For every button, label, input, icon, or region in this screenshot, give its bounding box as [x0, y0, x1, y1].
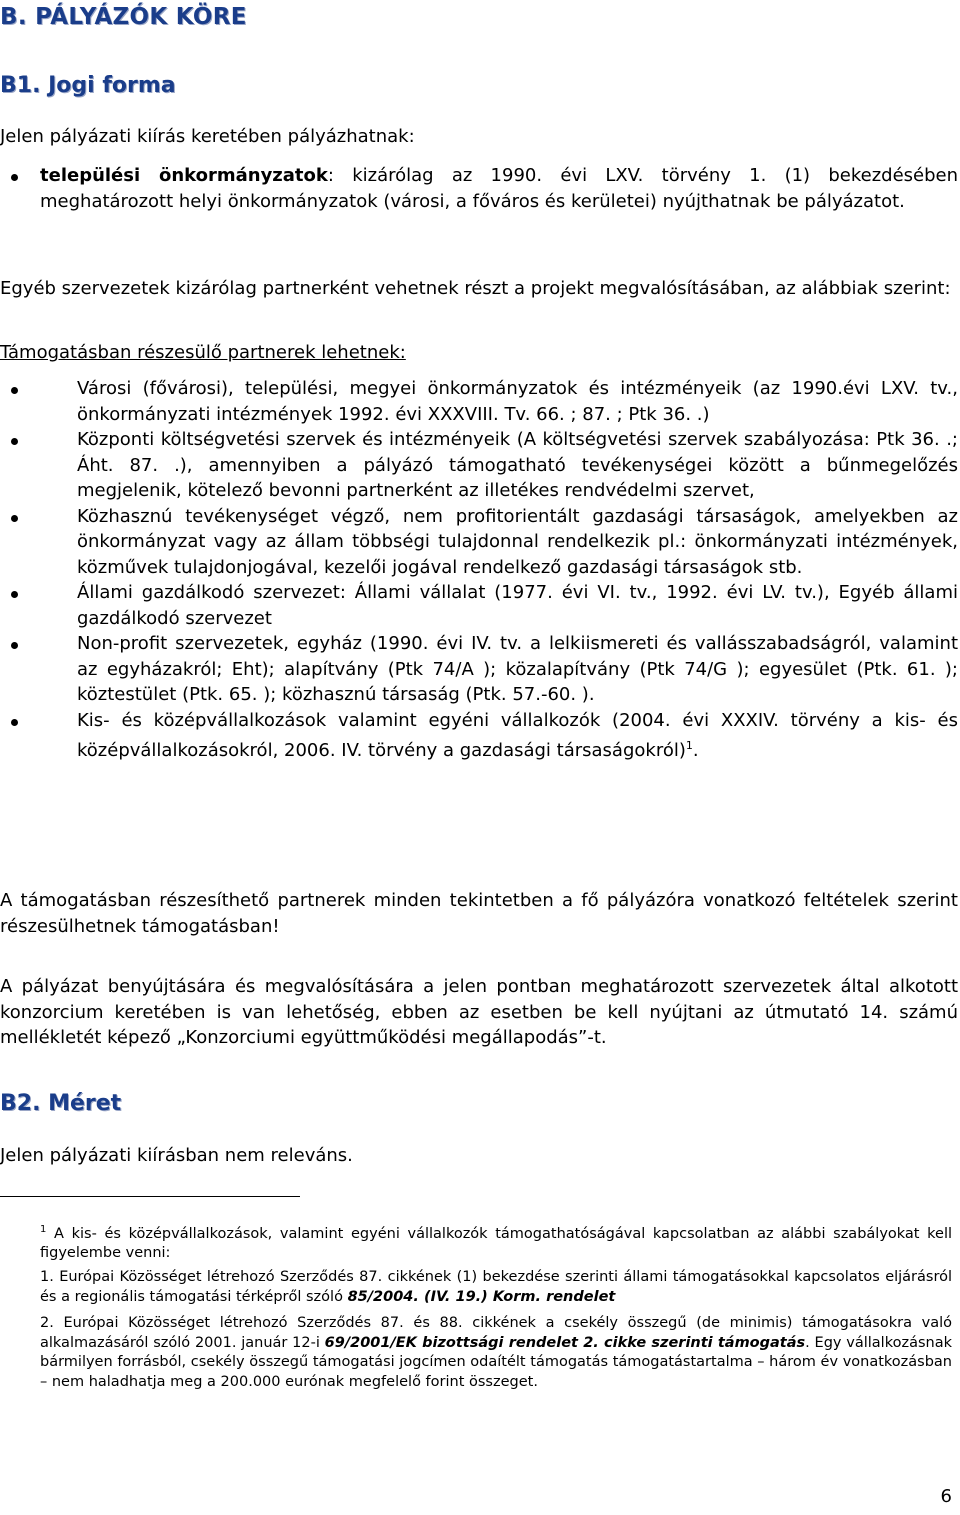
- section-heading-b2: B2. Méret: [0, 1091, 122, 1116]
- eligible-applicants-list: [0, 163, 958, 214]
- footnote-item-text: 2. Európai Közösséget létrehozó Szerződés 87. és 88. cikkének a csekély összegű (de minimis) támogatásokra való alkalmazásáról szóló 2001. január 12-i: [40, 1315, 952, 1351]
- list-item: [0, 163, 958, 214]
- footnote-item-2: [40, 1314, 952, 1392]
- footnote-item-bold: 85/2004. (IV. 19.) Korm. rendelet: [347, 1288, 616, 1305]
- list-item-text: Közhasznú tevékenységet végző, nem profitorientált gazdasági társaságok, amelyekben az önkormányzat vagy az állam többségi tulajdonnal rendelkezik pl.: önkormányzati intézmények, közművek tulajdonjogával, kezelői jogával rendelkező gazdasági társaságok stb.: [77, 505, 958, 578]
- list-item-bold: települési önkormányzatok: [40, 165, 328, 186]
- list-item: [0, 631, 958, 708]
- section-heading-b: B. PÁLYÁZÓK KÖRE: [0, 4, 247, 30]
- list-item-text: Városi (fővárosi), települési, megyei önkormányzatok és intézményeik (az 1990.évi LXV. tv., önkormányzati intézmények 1992. évi XXXVIII. Tv. 66. ; 87. ; Ptk 36. .): [77, 378, 958, 425]
- list-item: [0, 580, 958, 631]
- list-item-text: Állami gazdálkodó szervezet: Állami vállalat (1977. évi VI. tv., 1992. évi LV. tv.), Egyéb állami gazdálkodó szervezet: [77, 582, 958, 629]
- size-text: Jelen pályázati kiírásban nem releváns.: [0, 1145, 353, 1166]
- bullet-icon: [11, 719, 18, 726]
- partners-heading: Támogatásban részesülő partnerek lehetnek:: [0, 342, 406, 363]
- footnote-number: 1: [40, 1224, 47, 1235]
- partners-list: [0, 376, 958, 764]
- list-item: [0, 427, 958, 504]
- list-item-text: : kizárólag az 1990. évi LXV. törvény 1. (1) bekezdésében meghatározott helyi önkormányzatok (városi, a főváros és kerületei) nyújthatnak be pályázatot.: [40, 165, 958, 212]
- section-heading-b1: B1. Jogi forma: [0, 73, 176, 98]
- page-number: 6: [940, 1486, 952, 1507]
- footnote-separator: [0, 1196, 300, 1197]
- footnote-item-1: [40, 1268, 952, 1307]
- list-item: Kis- és középvállalkozások valamint egyéni vállalkozók (2004. évi XXXIV. törvény a kis- és középvállalkozásokról, 2006. IV. törvény a gazdasági társaságokról)$^1$.: [0, 708, 958, 764]
- list-item-text: Non-profit szervezetek, egyház (1990. évi IV. tv. a lelkiismereti és vallásszabadságról, valamint az egyházakról; Eht); alapítvány (Ptk 74/A ); közalapítvány (Ptk 74/G ); egyesület (Ptk. 61. ); köztestület (Ptk. 65. ); közhasznú társaság (Ptk. 57.-60. ).: [77, 633, 958, 705]
- bullet-icon: [11, 174, 18, 181]
- list-item-text: Központi költségvetési szervek és intézményeik (A költségvetési szervek szabályozása: Ptk 36. .; Áht. 87. .), amennyiben a pályázó támogatható tevékenységei között a bűnmegelőzés megjelenik, kötelező bevonni partnerként az illetékes rendvédelmi szervet,: [77, 429, 958, 501]
- bullet-icon: [11, 387, 18, 394]
- consortium-text: A pályázat benyújtására és megvalósítására a jelen pontban meghatározott szervezetek által alkotott konzorcium keretében is van lehetőség, ebben az esetben be kell nyújtani az útmutató 14. számú mellékletét képező „Konzorciumi együttműködési megállapodás”-t.: [0, 976, 958, 1048]
- footnote-intro: [40, 1220, 952, 1264]
- footnote-item-rest: . Egy vállalkozásnak bármilyen forrásból, csekély összegű támogatási jogcímen odaítélt támogatás támogatástartalma – három év vonatkozásban – nem haladhatja meg a 200.000 eurónak megfelelő forint összeget.: [40, 1334, 952, 1390]
- partner-requirements-text: A támogatásban részesíthető partnerek minden tekintetben a fő pályázóra vonatkozó feltételek szerint részesülhetnek támogatásban!: [0, 890, 958, 937]
- list-item-text: Kis- és középvállalkozások valamint egyéni vállalkozók (2004. évi XXXIV. törvény a kis- és középvállalkozásokról, 2006. IV. törvény a gazdasági társaságokról): [77, 709, 958, 761]
- other-orgs-text: Egyéb szervezetek kizárólag partnerként vehetnek részt a projekt megvalósításában, az alábbiak szerint:: [0, 278, 951, 299]
- footnote-item-text: 1. Európai Közösséget létrehozó Szerződés 87. cikkének (1) bekezdése szerinti állami támogatásokkal kapcsolatos eljárásról és a regionális támogatási térképről szóló: [40, 1269, 952, 1305]
- footnote-reference[interactable]: 1: [685, 739, 693, 752]
- bullet-icon: [11, 515, 18, 522]
- list-item: [0, 504, 958, 581]
- intro-text: Jelen pályázati kiírás keretében pályázhatnak:: [0, 126, 415, 147]
- list-item: [0, 376, 958, 427]
- bullet-icon: [11, 591, 18, 598]
- footnote-item-bold: 69/2001/EK bizottsági rendelet 2. cikke szerinti támogatás: [324, 1334, 806, 1351]
- bullet-icon: [11, 642, 18, 649]
- bullet-icon: [11, 438, 18, 445]
- footnote-intro-text: A kis- és középvállalkozások, valamint egyéni vállalkozók támogathatóságával kapcsolatban az alábbi szabályokat kell figyelembe venni:: [40, 1225, 953, 1262]
